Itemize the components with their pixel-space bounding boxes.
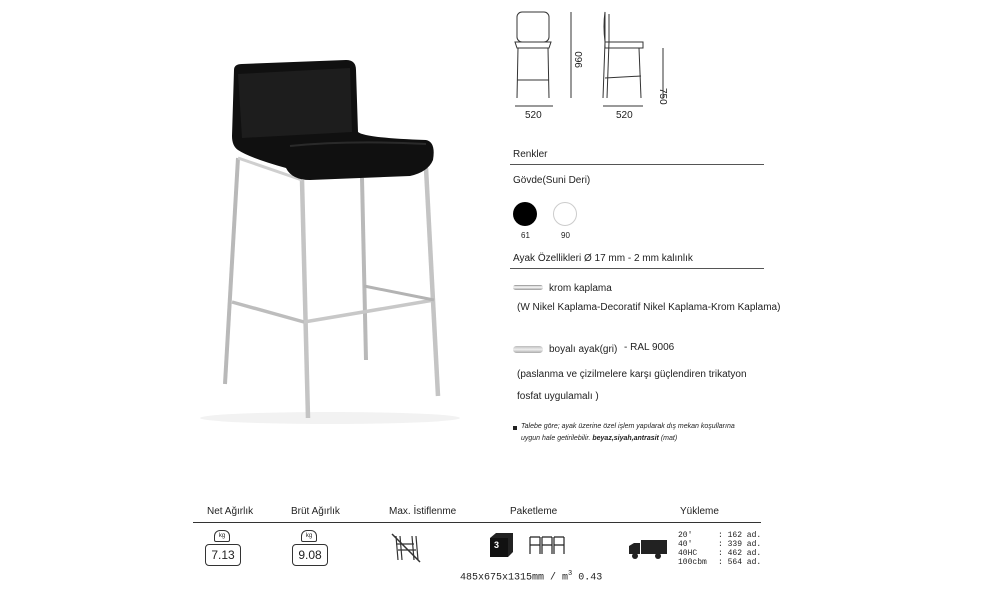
footnote-line-2: uygun hale getirilebilir. beyaz,siyah,antrasit (mat): [521, 435, 678, 442]
kg-icon: kg: [214, 530, 230, 542]
body-material-label: Gövde(Suni Deri): [513, 175, 591, 186]
chrome-label: krom kaplama: [549, 283, 612, 294]
packaged-chairs-icon: [528, 534, 566, 556]
painted-ral: - RAL 9006: [624, 342, 675, 353]
net-weight-label: Net Ağırlık: [207, 506, 254, 517]
colors-heading: Renkler: [513, 149, 548, 160]
kg-icon: kg: [301, 530, 317, 542]
loading-row: 40HC : 462 ad.: [678, 549, 762, 558]
swatch-black: [513, 202, 537, 226]
gross-weight-label: Brüt Ağırlık: [291, 506, 340, 517]
dim-side-width: 520: [616, 110, 633, 121]
painted-note-1: (paslanma ve çizilmelere karşı güçlendiren trikatyon: [517, 369, 747, 380]
loading-row: 20' : 162 ad.: [678, 531, 762, 540]
package-count: 3: [494, 540, 500, 550]
package-box-icon: [488, 532, 514, 558]
chrome-sub: (W Nikel Kaplama-Decoratif Nikel Kaplama-Krom Kaplama): [517, 302, 781, 313]
painted-leg-icon: [513, 346, 543, 353]
legs-heading: Ayak Özellikleri Ø 17 mm - 2 mm kalınlık: [513, 253, 693, 264]
loading-label: Yükleme: [680, 506, 719, 517]
package-dims: $485x675x1315mm / m^3$ 0.43: [460, 570, 603, 584]
footnote-bullet: [513, 426, 517, 430]
swatch-code-61: 61: [521, 231, 530, 240]
gross-weight-value: 9.08: [292, 544, 328, 566]
packaging-label: Paketleme: [510, 506, 558, 517]
swatch-code-90: 90: [561, 231, 570, 240]
dim-front-width: 520: [525, 110, 542, 121]
no-stacking-icon: [390, 532, 422, 564]
loading-table: [678, 531, 761, 567]
painted-label: boyalı ayak(gri): [549, 344, 618, 355]
chrome-leg-icon: [513, 285, 543, 290]
loading-row: 40' : 339 ad.: [678, 540, 762, 549]
product-photo: [190, 50, 470, 430]
stacking-label: Max. İstiflenme: [389, 506, 457, 517]
painted-note-2: fosfat uygulamalı ): [517, 391, 599, 402]
net-weight-value: 7.13: [205, 544, 241, 566]
footnote-line-1: Talebe göre; ayak üzerine özel işlem yapılarak dış mekan koşullarına: [521, 423, 735, 430]
dim-seat-height: 750: [657, 88, 668, 105]
stool-legs: [225, 158, 438, 418]
loading-row: 100cbm : 564 ad.: [678, 558, 762, 567]
swatch-white: [553, 202, 577, 226]
truck-icon: [628, 538, 668, 560]
dim-height: 960: [574, 51, 585, 68]
